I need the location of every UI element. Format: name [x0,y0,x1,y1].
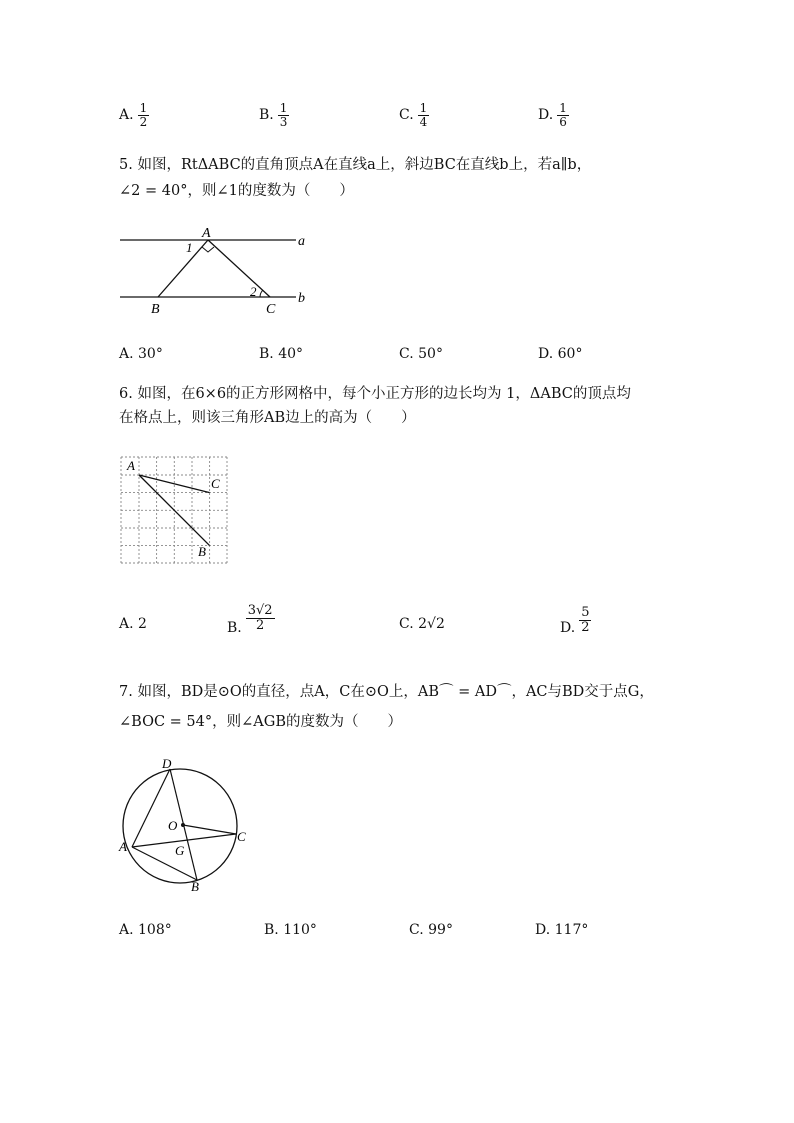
q6-option-b[interactable]: B. $\frac{3√2}{2}$ [227,603,273,637]
label-1: 1 [186,240,193,255]
side-ac [208,240,270,297]
q4-option-a[interactable]: A. $\frac{1}{2}$ [119,101,148,129]
angle-2-arc [260,290,263,297]
q7-stem-line2: ∠BOC = 54°，则∠AGB的度数为（ ） [119,714,402,730]
circle-o [123,769,237,883]
label-a: a [298,234,305,249]
q5-option-d[interactable]: D. 60° [538,346,583,362]
label-O: O [168,818,178,833]
fraction: $\frac{1}{2}$ [139,101,148,129]
label-2: 2 [250,284,257,299]
fraction: $\frac{1}{4}$ [419,101,428,129]
radius-oc [183,825,236,834]
q6-stem-line1: 6. 如图，在6×6的正方形网格中，每个小正方形的边长均为 1，ΔABC的顶点均 [119,386,631,402]
fraction: $\frac{1}{3}$ [279,101,288,129]
fraction: $\frac{1}{6}$ [559,101,567,129]
q6-option-a[interactable]: A. 2 [119,616,147,632]
label-C: C [237,829,246,844]
q4-option-c[interactable]: C. $\frac{1}{4}$ [399,101,428,129]
q7-option-b[interactable]: B. 110° [264,922,317,938]
q7-option-c[interactable]: C. 99° [409,922,453,938]
label-A: A [119,839,127,854]
q5-stem-line1: 5. 如图，RtΔABC的直角顶点A在直线a上，斜边BC在直线b上，若a∥b， [119,157,592,173]
q7-option-a[interactable]: A. 108° [119,922,172,938]
q5-stem-line2: ∠2 = 40°，则∠1的度数为（ ） [119,183,354,199]
label-B: B [198,544,206,559]
label-A: A [202,226,211,241]
chord-ab [132,847,197,880]
q5-figure [110,222,330,322]
q5-option-b[interactable]: B. 40° [259,346,304,362]
q5-option-c[interactable]: C. 50° [399,346,443,362]
q6-figure [118,454,234,568]
q5-option-a[interactable]: A. 30° [119,346,163,362]
q7-stem-line1: 7. 如图，BD是⊙O的直径，点A，C在⊙O上，AB⌒ = AD⌒，AC与BD交于点G， [119,684,654,700]
q4-option-d[interactable]: D. $\frac{1}{6}$ [538,101,567,129]
label-C: C [211,476,220,491]
label-D: D [162,756,172,771]
q6-stem-line2: 在格点上，则该三角形AB边上的高为（ ） [119,410,416,426]
center-dot [181,823,185,827]
right-angle-mark [202,247,214,252]
q4-option-b[interactable]: B. $\frac{1}{3}$ [259,101,288,129]
label-A: A [127,458,135,473]
side-ab [158,240,208,297]
chord-ad [132,769,170,847]
q7-option-d[interactable]: D. 117° [535,922,589,938]
q6-option-c[interactable]: C. 2√2 [399,616,445,632]
q7-figure [114,752,254,894]
label-B: B [151,302,160,317]
label-C: C [266,302,276,317]
label-b: b [298,291,305,306]
label-B: B [191,879,199,894]
q6-option-d[interactable]: D. $\frac{5}{2}$ [560,605,590,637]
label-G: G [175,843,185,858]
